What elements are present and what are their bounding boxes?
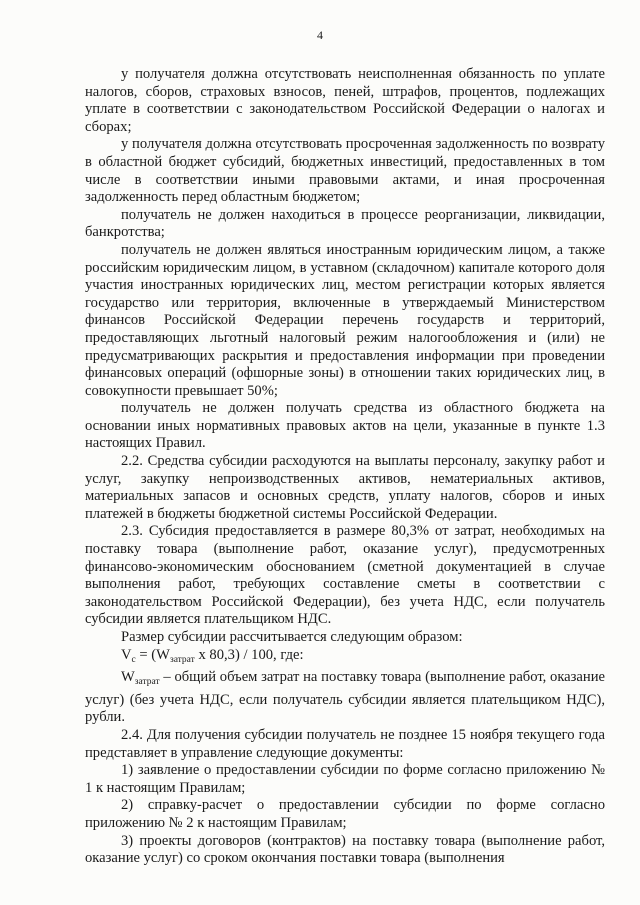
w-definition <box>85 669 605 727</box>
list-item-contracts: 3) проекты договоров (контрактов) на поставку товара (выполнение работ, оказание услуг) со сроком окончания поставки товара (выполнения <box>85 832 605 867</box>
paragraph-tax-debt: у получателя должна отсутствовать неисполненная обязанность по уплате налогов, сборов, страховых взносов, пеней, штрафов, процентов, подлежащих уплате в соответствии с законодательством Российской Федерации о налогах и сборах; <box>85 66 605 135</box>
def-text: – общий объем затрат на поставку товара (выполнение работ, оказание услуг) (без учета НДС, если получатель субсидии является плательщиком НДС), рубли. <box>85 669 605 726</box>
formula-v: V <box>121 646 132 663</box>
formula-rest: х 80,3) / 100, где: <box>194 646 304 663</box>
subsidy-formula <box>85 647 605 670</box>
paragraph-reorganization: получатель не должен находиться в процессе реорганизации, ликвидации, банкротства; <box>85 206 605 241</box>
formula-w-subscript: затрат <box>169 654 195 665</box>
document-body <box>85 66 605 868</box>
def-w-subscript: затрат <box>134 677 160 688</box>
paragraph-overdue-debt: у получателя должна отсутствовать просроченная задолженность по возврату в областной бюджет субсидий, бюджетных инвестиций, предоставленных в том числе в соответствии иными правовыми актами, и иная просроченная задолженность перед областным бюджетом; <box>85 136 605 206</box>
paragraph-calc-intro: Размер субсидии рассчитывается следующим образом: <box>121 629 463 645</box>
paragraph-2-4: 2.4. Для получения субсидии получатель не позднее 15 ноября текущего года представляет в управление следующие документы: <box>85 726 605 761</box>
paragraph-foreign-entity: получатель не должен являться иностранным юридическим лицом, а также российским юридическим лицом, в уставном (складочном) капитале которого доля участия иностранных юридических лиц, местом регистрации которых является государство или территория, включенные в утверждаемый Министерством финансов Российской Федерации перечень государств и территорий, предоставляющих льготный налоговый режим налогообложения и (или) не предусматривающих раскрытия и предоставления информации при проведении финансовых операций (офшорные зоны) в отношении таких юридических лиц, в совокупности превышает 50%; <box>85 241 605 399</box>
list-item-calc-certificate: 2) справку-расчет о предоставлении субсидии по форме согласно приложению № 2 к настоящим Правилам; <box>85 797 605 831</box>
page-number: 4 <box>317 28 323 42</box>
paragraph-2-2: 2.2. Средства субсидии расходуются на выплаты персоналу, закупку работ и услуг, закупку непроизводственных активов, нематериальных активов, материальных запасов и основных средств, уплату налогов, сборов и иных платежей в бюджеты бюджетной системы Российской Федерации. <box>85 453 605 522</box>
formula-v-subscript: с <box>131 654 136 665</box>
paragraph-2-3: 2.3. Субсидия предоставляется в размере 80,3% от затрат, необходимых на поставку товара (выполнение работ, оказание услуг), предусмотренных финансово-экономическим обоснованием (сметной документацией в случае выполнения работ, требующих составление сметы в соответствии с законодательством Российской Федерации), без учета НДС, если получатель субсидии является плательщиком НДС. <box>85 523 605 628</box>
paragraph-other-funds: получатель не должен получать средства из областного бюджета на основании иных нормативных правовых актов на цели, указанные в пункте 1.3 настоящих Правил. <box>85 400 605 452</box>
list-item-application: 1) заявление о предоставлении субсидии по форме согласно приложению № 1 к настоящим Правилам; <box>85 762 605 796</box>
def-w: W <box>121 669 135 686</box>
formula-eq: = (W <box>135 646 170 663</box>
